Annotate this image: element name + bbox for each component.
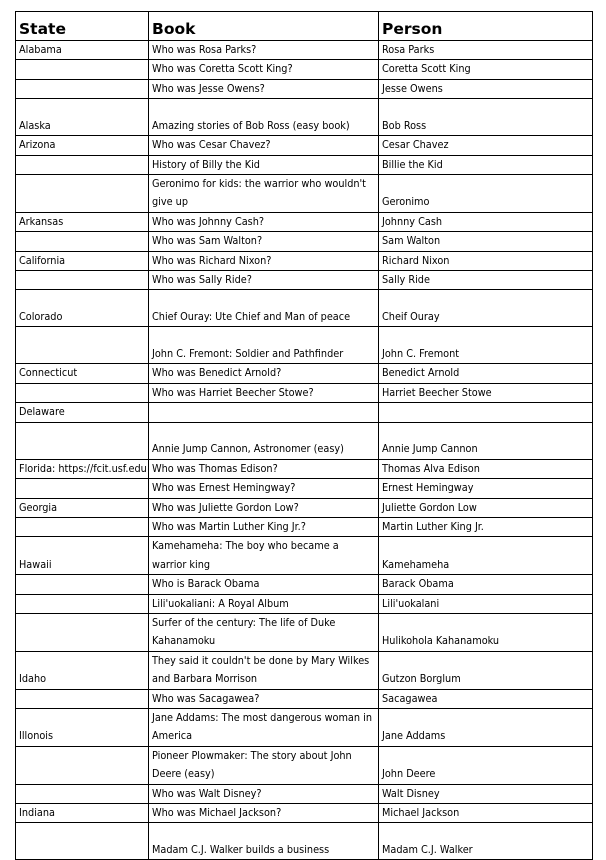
table-row (16, 708, 593, 746)
table-row (16, 175, 593, 213)
book-cell: They said it couldn't be done by Mary Wilkes and Barbara Morrison (149, 651, 379, 689)
book-cell: Who was Rosa Parks? (149, 41, 379, 60)
state-book-person-table (15, 11, 593, 860)
book-cell: History of Billy the Kid (149, 155, 379, 174)
table-row (16, 746, 593, 784)
state-cell: Delaware (16, 403, 149, 422)
book-cell: Annie Jump Cannon, Astronomer (easy) (149, 422, 379, 459)
state-cell (16, 383, 149, 402)
state-cell (16, 327, 149, 364)
table-row (16, 517, 593, 536)
person-cell: Sally Ride (379, 271, 593, 290)
state-cell: Arkansas (16, 212, 149, 231)
book-cell: Geronimo for kids: the warrior who wouldn't give up (149, 175, 379, 213)
person-cell: Gutzon Borglum (379, 651, 593, 689)
book-cell: Surfer of the century: The life of Duke Kahanamoku (149, 613, 379, 651)
person-cell: Rosa Parks (379, 41, 593, 60)
person-cell: Cheif Ouray (379, 290, 593, 327)
person-cell: Annie Jump Cannon (379, 422, 593, 459)
state-cell (16, 823, 149, 860)
person-cell: Billie the Kid (379, 155, 593, 174)
book-cell: Who was Sacagawea? (149, 689, 379, 708)
book-cell: Who was Johnny Cash? (149, 212, 379, 231)
person-cell: Johnny Cash (379, 212, 593, 231)
state-cell (16, 784, 149, 803)
book-cell: Lili'uokaliani: A Royal Album (149, 594, 379, 613)
person-cell: Jane Addams (379, 708, 593, 746)
person-cell: Michael Jackson (379, 804, 593, 823)
table-row (16, 232, 593, 251)
state-cell: Connecticut (16, 364, 149, 383)
person-cell: Sam Walton (379, 232, 593, 251)
person-cell: Thomas Alva Edison (379, 459, 593, 478)
person-cell: Lili'uokalani (379, 594, 593, 613)
state-cell: Florida: https://fcit.usf.edu (16, 459, 149, 478)
state-cell (16, 479, 149, 498)
person-cell: Juliette Gordon Low (379, 498, 593, 517)
book-cell (149, 403, 379, 422)
book-cell: Who was Cesar Chavez? (149, 136, 379, 155)
book-cell: Who was Ernest Hemingway? (149, 479, 379, 498)
book-cell: Who was Jesse Owens? (149, 79, 379, 98)
book-cell: John C. Fremont: Soldier and Pathfinder (149, 327, 379, 364)
person-cell: Benedict Arnold (379, 364, 593, 383)
book-cell: Pioneer Plowmaker: The story about John Deere (easy) (149, 746, 379, 784)
state-cell (16, 60, 149, 79)
person-cell: Bob Ross (379, 99, 593, 136)
table-row (16, 804, 593, 823)
table-row (16, 613, 593, 651)
table-row (16, 823, 593, 860)
state-cell: Colorado (16, 290, 149, 327)
book-cell: Amazing stories of Bob Ross (easy book) (149, 99, 379, 136)
state-cell (16, 79, 149, 98)
state-cell: California (16, 251, 149, 270)
table-row (16, 575, 593, 594)
book-cell: Who was Richard Nixon? (149, 251, 379, 270)
book-cell: Madam C.J. Walker builds a business (149, 823, 379, 860)
book-cell: Who was Thomas Edison? (149, 459, 379, 478)
book-cell: Jane Addams: The most dangerous woman in America (149, 708, 379, 746)
state-cell (16, 232, 149, 251)
header-book: Book (149, 12, 379, 41)
book-cell: Who was Benedict Arnold? (149, 364, 379, 383)
header-row (16, 12, 593, 41)
table-row (16, 537, 593, 575)
table-row (16, 364, 593, 383)
person-cell: Hulikohola Kahanamoku (379, 613, 593, 651)
table-row (16, 327, 593, 364)
person-cell: Geronimo (379, 175, 593, 213)
state-cell (16, 613, 149, 651)
book-cell: Who was Sam Walton? (149, 232, 379, 251)
person-cell: Madam C.J. Walker (379, 823, 593, 860)
table-body (16, 41, 593, 860)
table-row (16, 271, 593, 290)
table-row (16, 594, 593, 613)
table-row (16, 383, 593, 402)
table-row (16, 251, 593, 270)
book-cell: Who was Coretta Scott King? (149, 60, 379, 79)
table-row (16, 99, 593, 136)
person-cell: Kamehameha (379, 537, 593, 575)
state-cell (16, 517, 149, 536)
book-cell: Kamehameha: The boy who became a warrior king (149, 537, 379, 575)
book-cell: Who was Juliette Gordon Low? (149, 498, 379, 517)
header-state: State (16, 12, 149, 41)
state-cell: Idaho (16, 651, 149, 689)
person-cell: Ernest Hemingway (379, 479, 593, 498)
person-cell: John Deere (379, 746, 593, 784)
table-row (16, 136, 593, 155)
table-row (16, 459, 593, 478)
book-cell: Who is Barack Obama (149, 575, 379, 594)
state-cell (16, 594, 149, 613)
person-cell (379, 403, 593, 422)
person-cell: Jesse Owens (379, 79, 593, 98)
table-row (16, 403, 593, 422)
state-cell (16, 271, 149, 290)
state-cell: Arizona (16, 136, 149, 155)
table-row (16, 60, 593, 79)
table-row (16, 79, 593, 98)
state-cell: Illonois (16, 708, 149, 746)
person-cell: Cesar Chavez (379, 136, 593, 155)
book-cell: Who was Sally Ride? (149, 271, 379, 290)
table-row (16, 155, 593, 174)
state-cell: Alabama (16, 41, 149, 60)
state-cell (16, 155, 149, 174)
state-cell (16, 175, 149, 213)
table-row (16, 479, 593, 498)
book-cell: Who was Harriet Beecher Stowe? (149, 383, 379, 402)
book-cell: Who was Walt Disney? (149, 784, 379, 803)
person-cell: Sacagawea (379, 689, 593, 708)
state-cell (16, 746, 149, 784)
table-row (16, 290, 593, 327)
state-cell: Georgia (16, 498, 149, 517)
book-cell: Who was Michael Jackson? (149, 804, 379, 823)
person-cell: Harriet Beecher Stowe (379, 383, 593, 402)
table-row (16, 422, 593, 459)
person-cell: John C. Fremont (379, 327, 593, 364)
table-row (16, 212, 593, 231)
state-cell (16, 689, 149, 708)
person-cell: Richard Nixon (379, 251, 593, 270)
person-cell: Martin Luther King Jr. (379, 517, 593, 536)
state-cell: Alaska (16, 99, 149, 136)
book-cell: Chief Ouray: Ute Chief and Man of peace (149, 290, 379, 327)
table-row (16, 689, 593, 708)
state-cell (16, 575, 149, 594)
header-person: Person (379, 12, 593, 41)
table-row (16, 41, 593, 60)
state-cell (16, 422, 149, 459)
table-row (16, 498, 593, 517)
table-row (16, 784, 593, 803)
book-cell: Who was Martin Luther King Jr.? (149, 517, 379, 536)
person-cell: Barack Obama (379, 575, 593, 594)
state-cell: Indiana (16, 804, 149, 823)
person-cell: Coretta Scott King (379, 60, 593, 79)
person-cell: Walt Disney (379, 784, 593, 803)
table-row (16, 651, 593, 689)
state-cell: Hawaii (16, 537, 149, 575)
